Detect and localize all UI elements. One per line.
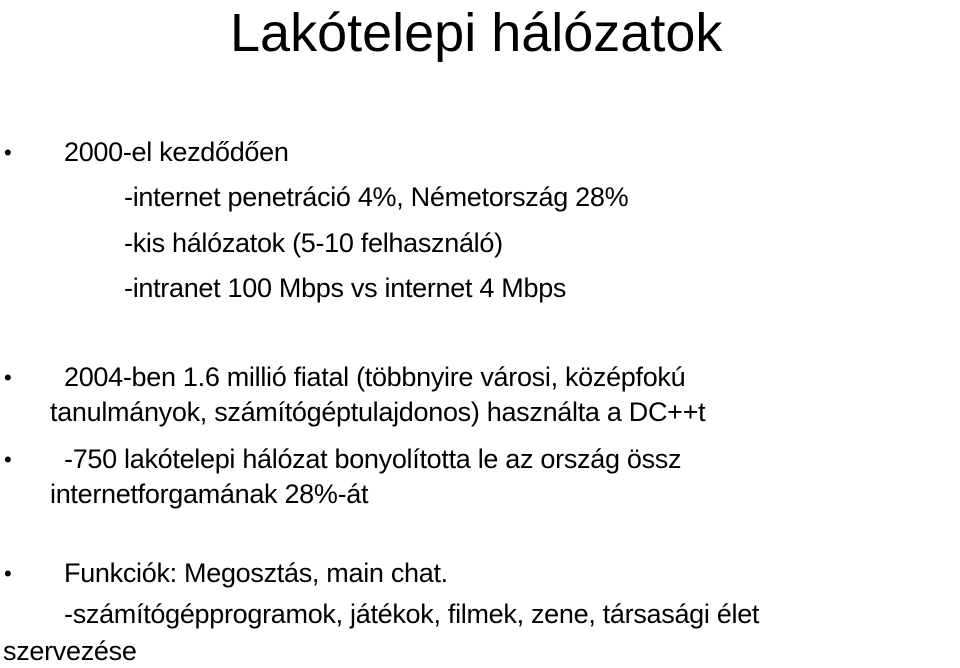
block4-line1: Funkciók: Megosztás, main chat. xyxy=(64,558,448,588)
block3-line2: internetforgamának 28%-át xyxy=(50,479,369,509)
block2-line1: 2004-ben 1.6 millió fiatal (többnyire városi, középfokú xyxy=(64,362,686,392)
block4-line2: -számítógépprogramok, játékok, filmek, zene, társasági élet xyxy=(64,599,760,629)
block1-line: -kis hálózatok (5-10 felhasználó) xyxy=(124,228,503,258)
bullet-icon: • xyxy=(4,365,12,390)
block1-line: -intranet 100 Mbps vs internet 4 Mbps xyxy=(124,273,567,303)
block1-heading: 2000-el kezdődően xyxy=(64,137,289,167)
slide-title: Lakótelepi hálózatok xyxy=(230,3,723,63)
bullet-icon: • xyxy=(4,447,12,472)
block4-line3: szervezése xyxy=(3,636,137,666)
bullet-icon: • xyxy=(4,140,12,165)
bullet-icon: • xyxy=(4,561,12,586)
block2-line2: tanulmányok, számítógéptulajdonos) használta a DC++t xyxy=(50,397,706,427)
block3-line1: -750 lakótelepi hálózat bonyolította le az ország össz xyxy=(64,444,682,474)
block1-line: -internet penetráció 4%, Németország 28% xyxy=(124,182,629,212)
